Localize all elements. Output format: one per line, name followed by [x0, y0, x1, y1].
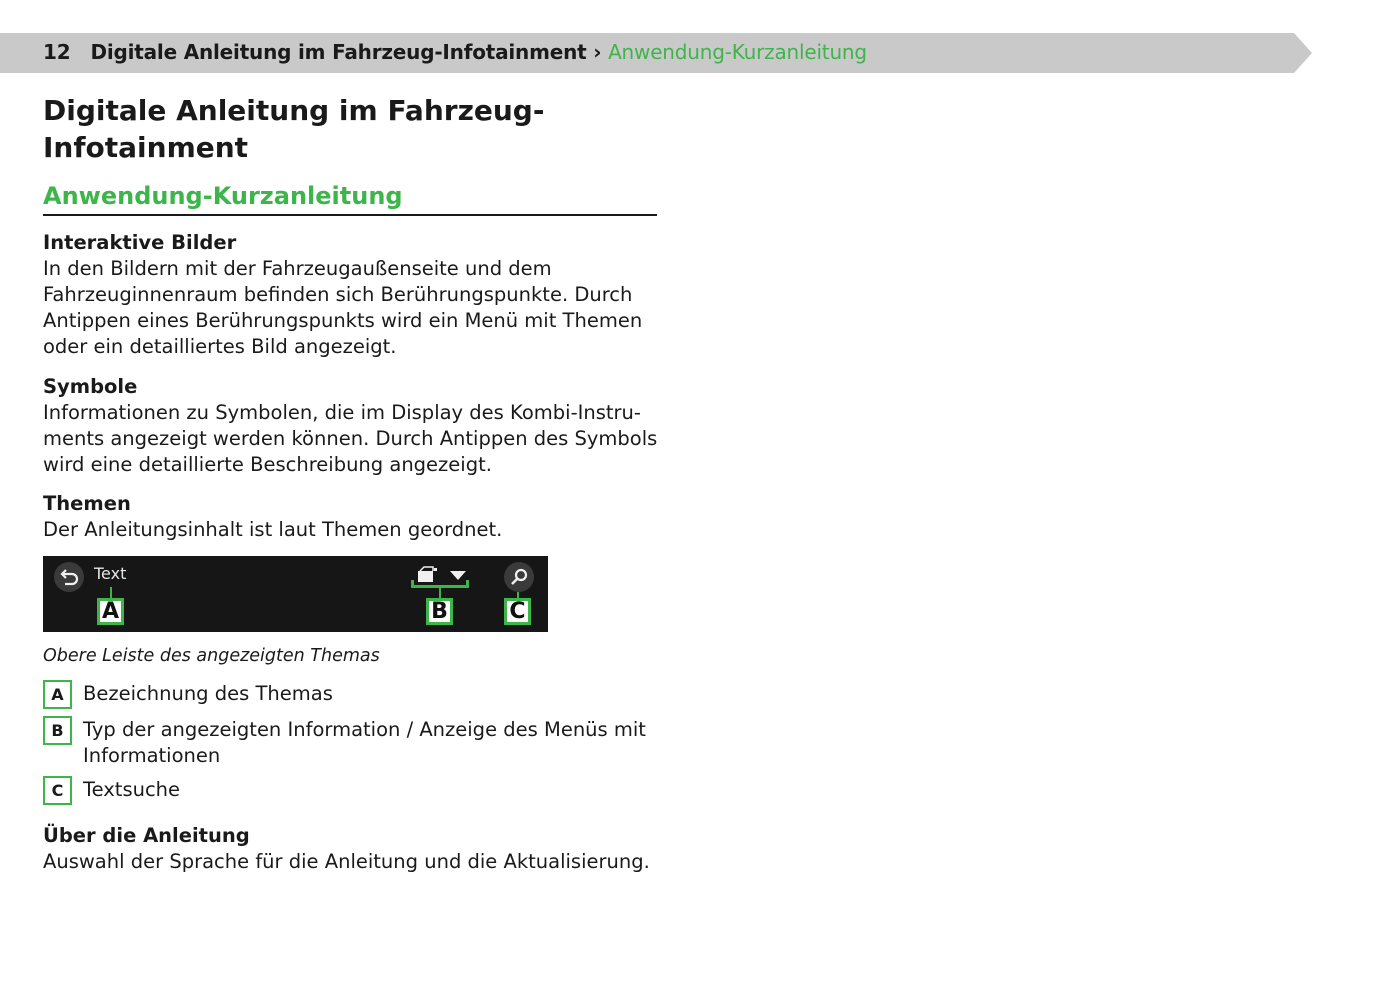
page-title: Digitale Anleitung im Fahrzeug-Infotainment [43, 94, 545, 164]
breadcrumb-separator: › [593, 40, 602, 64]
running-header [43, 40, 867, 64]
legend-text-a: Bezeichnung des Themas [83, 682, 333, 705]
interactive-images-block [43, 230, 658, 360]
interactive-images-text: In den Bildern mit der Fahrzeugaußenseite und dem Fahrzeuginnenraum befinden sich Berührungspunkte. Durch Antippen eines Berührungspunkts wird ein Menü mit Themen oder ein detailliertes Bild angezeigt. [43, 257, 643, 358]
symbols-text: Informationen zu Symbolen, die im Display des Kombi-Instruments angezeigt werden können. Durch Antippen des Symbols wird eine detaillierte Beschreibung angezeigt. [43, 401, 658, 476]
about-heading: Über die Anleitung [43, 824, 250, 847]
about-text: Auswahl der Sprache für die Anleitung und die Aktualisierung. [43, 850, 650, 873]
search-button [504, 562, 534, 592]
symbols-heading: Symbole [43, 375, 138, 398]
search-icon [504, 562, 534, 592]
symbols-block [43, 374, 658, 478]
callout-c: C [504, 598, 531, 625]
back-button [54, 562, 84, 592]
interactive-images-heading: Interaktive Bilder [43, 231, 237, 254]
topics-block [43, 491, 658, 543]
callout-a: A [97, 598, 124, 625]
callout-bracket-b-left [411, 580, 414, 588]
topbar-figure [43, 556, 548, 632]
callout-bracket-b-right [466, 580, 469, 588]
about-block [43, 823, 658, 875]
legend-text-b: Typ der angezeigten Information / Anzeige des Menüs mit Informationen [83, 718, 646, 767]
legend-letter-b: B [43, 716, 72, 745]
legend-letter-c: C [43, 776, 72, 805]
back-arrow-icon [54, 562, 84, 592]
figure-caption: Obere Leiste des angezeigten Themas [43, 646, 380, 666]
legend-letter-a: A [43, 680, 72, 709]
topbar-text-label: Text [94, 564, 127, 583]
topics-text: Der Anleitungsinhalt ist laut Themen geordnet. [43, 518, 503, 541]
legend-text-c: Textsuche [83, 778, 181, 801]
topics-heading: Themen [43, 492, 131, 515]
dropdown-triangle-icon [450, 571, 466, 580]
callout-b: B [426, 598, 453, 625]
section-title: Anwendung-Kurzanleitung [43, 182, 657, 216]
breadcrumb-section: Anwendung-Kurzanleitung [608, 40, 867, 64]
breadcrumb-chapter: Digitale Anleitung im Fahrzeug-Infotainment [90, 40, 587, 64]
page-number: 12 [43, 40, 71, 64]
